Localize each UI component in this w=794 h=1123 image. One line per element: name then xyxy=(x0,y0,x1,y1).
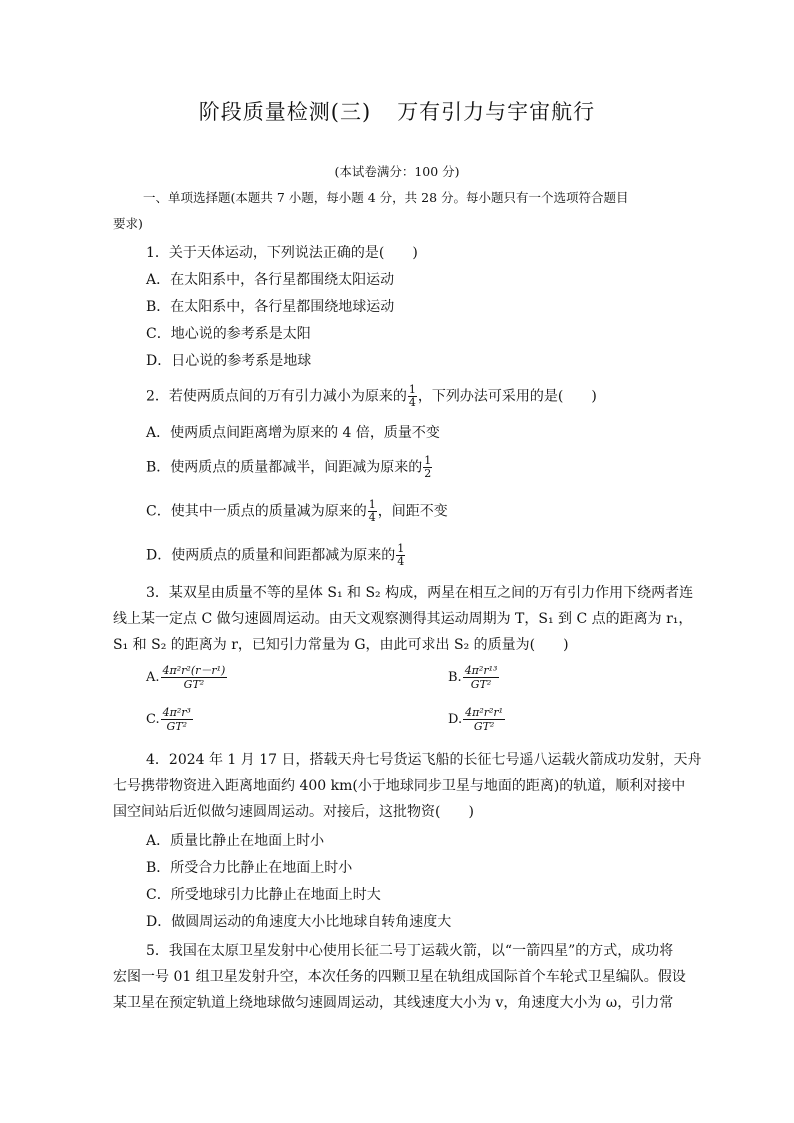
q4-option-a: A．质量比静止在地面上时小 xyxy=(146,833,325,849)
q2-option-b-text: B．使两质点的质量都减半，间距减为原来的 xyxy=(146,459,423,476)
fraction-one-quarter xyxy=(368,499,377,524)
title-right: 万有引力与宇宙航行 xyxy=(397,100,596,124)
q2-option-c-pre: C．使其中一质点的质量减为原来的 xyxy=(146,503,367,520)
q3-a-den: GT² xyxy=(183,678,205,691)
q3-option-a-fraction xyxy=(161,664,228,691)
q5-stem-line2: 宏图一号 01 组卫星发射升空，本次任务的四颗卫星在轨组成国际首个车轮式卫星编队。假设 xyxy=(113,969,686,985)
frac-den: 4 xyxy=(397,555,405,568)
q2-option-d-text: D．使两质点的质量和间距都减为原来的 xyxy=(146,547,396,564)
q4-stem-line2: 七号携带物资进入距离地面约 400 km(小于地球同步卫星与地面的距离)的轨道，顺利对接中 xyxy=(113,778,686,794)
q2-option-b xyxy=(146,455,433,480)
q1-option-b: B．在太阳系中，各行星都围绕地球运动 xyxy=(146,299,395,315)
fraction-one-quarter xyxy=(396,543,405,568)
page-title xyxy=(0,96,794,126)
section-heading-line2: 要求) xyxy=(113,216,143,231)
q2-option-d xyxy=(146,543,406,568)
q3-b-den: GT² xyxy=(470,678,492,691)
title-left: 阶段质量检测(三) xyxy=(198,100,372,124)
q3-option-d xyxy=(448,706,505,733)
q3-c-num: 4π²r³ xyxy=(162,706,191,719)
q4-option-b: B．所受合力比静止在地面上时小 xyxy=(146,860,353,876)
q5-stem-line3: 某卫星在预定轨道上绕地球做匀速圆周运动，其线速度大小为 v，角速度大小为 ω，引力常 xyxy=(113,995,674,1011)
q3-d-num: 4π²r²r¹ xyxy=(465,706,504,719)
frac-den: 4 xyxy=(368,511,376,524)
q1-stem: 1．关于天体运动，下列说法正确的是( ) xyxy=(146,245,418,261)
q4-stem-line3: 国空间站后近似做匀速圆周运动。对接后，这批物资( ) xyxy=(113,804,474,820)
fraction-one-half xyxy=(423,455,432,480)
q3-stem-line1: 3．某双星由质量不等的星体 S₁ 和 S₂ 构成，两星在相互之间的万有引力作用下绕两者连 xyxy=(146,585,694,601)
fraction-one-quarter xyxy=(408,384,417,409)
q3-option-d-label: D. xyxy=(448,712,463,727)
section-heading-line1: 一、单项选择题(本题共 7 小题，每小题 4 分，共 28 分。每小题只有一个选项符合题目 xyxy=(143,190,629,205)
score-note: (本试卷满分：100 分) xyxy=(334,164,460,179)
q3-option-b-label: B. xyxy=(448,670,462,685)
q3-option-a xyxy=(146,664,227,691)
frac-num: 1 xyxy=(424,454,432,467)
frac-num: 1 xyxy=(368,498,376,511)
q1-option-d: D．日心说的参考系是地球 xyxy=(146,353,312,369)
q2-option-a: A．使两质点间距离增为原来的 4 倍，质量不变 xyxy=(146,425,440,441)
q3-a-num: 4π²r²(r－r¹) xyxy=(162,664,226,677)
q2-stem-pre: 2．若使两质点间的万有引力减小为原来的 xyxy=(146,388,407,405)
q3-option-b-fraction xyxy=(463,664,500,691)
q5-stem-line1: 5．我国在太原卫星发射中心使用长征二号丁运载火箭，以“一箭四星”的方式，成功将 xyxy=(146,943,674,959)
q3-d-den: GT² xyxy=(473,720,495,733)
q3-option-c xyxy=(146,706,193,733)
q4-option-d: D．做圆周运动的角速度大小比地球自转角速度大 xyxy=(146,914,452,930)
q3-option-c-fraction xyxy=(161,706,193,733)
q3-option-a-label: A. xyxy=(146,670,160,685)
q3-c-den: GT² xyxy=(166,720,188,733)
q4-stem-line1: 4．2024 年 1 月 17 日，搭载天舟七号货运飞船的长征七号遥八运载火箭成功发射，天舟 xyxy=(146,752,702,768)
q1-option-a: A．在太阳系中，各行星都围绕太阳运动 xyxy=(146,272,395,288)
q1-option-c: C．地心说的参考系是太阳 xyxy=(146,326,311,342)
q2-option-c xyxy=(146,499,448,524)
q3-option-b xyxy=(448,664,499,691)
frac-den: 2 xyxy=(424,467,432,480)
q4-option-c: C．所受地球引力比静止在地面上时大 xyxy=(146,887,381,903)
q3-b-num: 4π²r¹³ xyxy=(464,664,498,677)
frac-num: 1 xyxy=(397,542,405,555)
q3-option-d-fraction xyxy=(463,706,505,733)
q3-option-c-label: C. xyxy=(146,712,160,727)
frac-den: 4 xyxy=(408,396,416,409)
q2-option-c-post: ，间距不变 xyxy=(377,503,448,520)
frac-num: 1 xyxy=(408,383,416,396)
q3-stem-line2: 线上某一定点 C 做匀速圆周运动。由天文观察测得其运动周期为 T，S₁ 到 C 点的距离为 r₁， xyxy=(113,611,693,627)
q2-stem-post: ，下列办法可采用的是( ) xyxy=(417,388,597,405)
q2-stem xyxy=(146,384,597,409)
q3-stem-line3: S₁ 和 S₂ 的距离为 r，已知引力常量为 G，由此可求出 S₂ 的质量为( ) xyxy=(113,637,569,653)
